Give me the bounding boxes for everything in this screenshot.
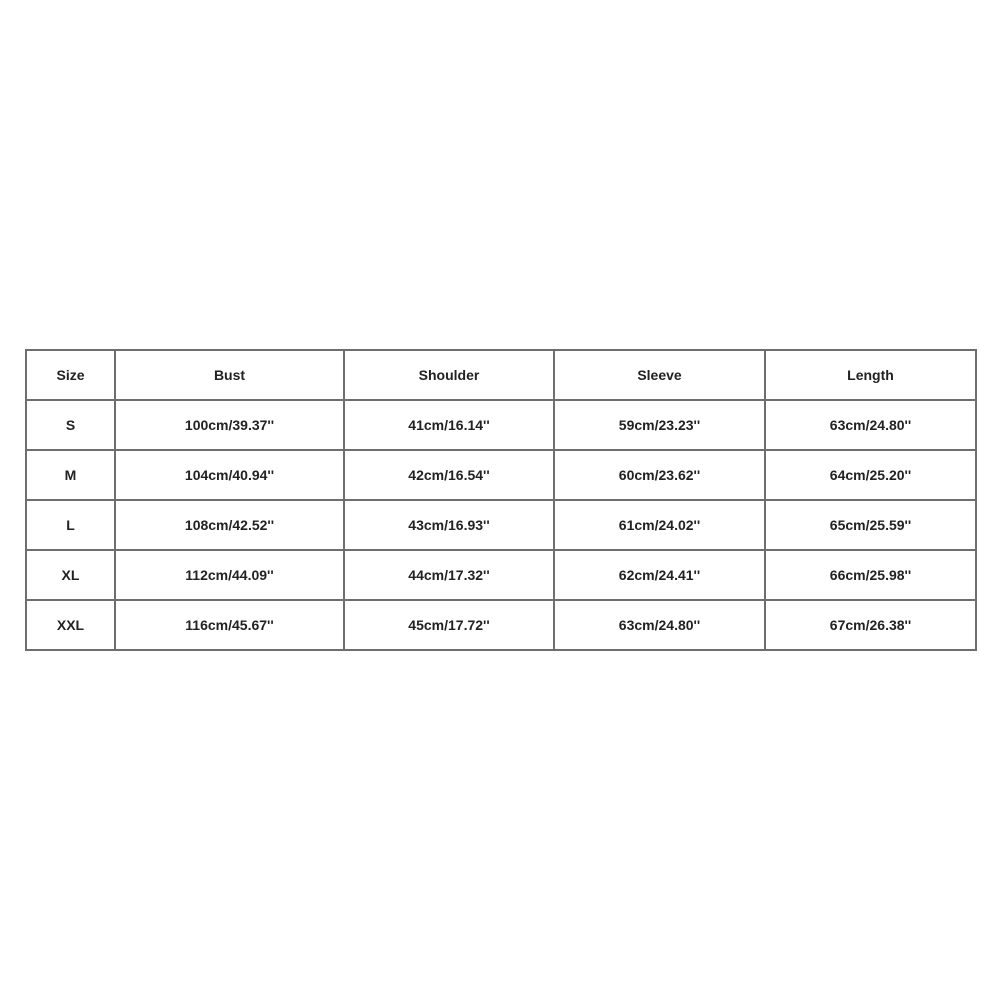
cell-shoulder: 42cm/16.54''	[344, 450, 554, 500]
cell-size: XL	[26, 550, 115, 600]
cell-bust: 100cm/39.37''	[115, 400, 344, 450]
table-row	[26, 400, 976, 450]
cell-length: 63cm/24.80''	[765, 400, 976, 450]
table-row	[26, 600, 976, 650]
cell-bust: 108cm/42.52''	[115, 500, 344, 550]
cell-size: M	[26, 450, 115, 500]
cell-length: 66cm/25.98''	[765, 550, 976, 600]
cell-length: 65cm/25.59''	[765, 500, 976, 550]
header-shoulder: Shoulder	[344, 350, 554, 400]
cell-sleeve: 59cm/23.23''	[554, 400, 765, 450]
cell-bust: 116cm/45.67''	[115, 600, 344, 650]
cell-length: 67cm/26.38''	[765, 600, 976, 650]
cell-shoulder: 45cm/17.72''	[344, 600, 554, 650]
cell-size: XXL	[26, 600, 115, 650]
header-size: Size	[26, 350, 115, 400]
cell-length: 64cm/25.20''	[765, 450, 976, 500]
size-chart-table	[25, 349, 977, 651]
cell-sleeve: 61cm/24.02''	[554, 500, 765, 550]
cell-sleeve: 60cm/23.62''	[554, 450, 765, 500]
cell-size: S	[26, 400, 115, 450]
cell-bust: 112cm/44.09''	[115, 550, 344, 600]
cell-sleeve: 62cm/24.41''	[554, 550, 765, 600]
table-row	[26, 450, 976, 500]
cell-size: L	[26, 500, 115, 550]
table-row	[26, 550, 976, 600]
header-sleeve: Sleeve	[554, 350, 765, 400]
header-length: Length	[765, 350, 976, 400]
header-bust: Bust	[115, 350, 344, 400]
table-header-row	[26, 350, 976, 400]
cell-shoulder: 43cm/16.93''	[344, 500, 554, 550]
cell-shoulder: 44cm/17.32''	[344, 550, 554, 600]
cell-shoulder: 41cm/16.14''	[344, 400, 554, 450]
table-row	[26, 500, 976, 550]
cell-bust: 104cm/40.94''	[115, 450, 344, 500]
cell-sleeve: 63cm/24.80''	[554, 600, 765, 650]
